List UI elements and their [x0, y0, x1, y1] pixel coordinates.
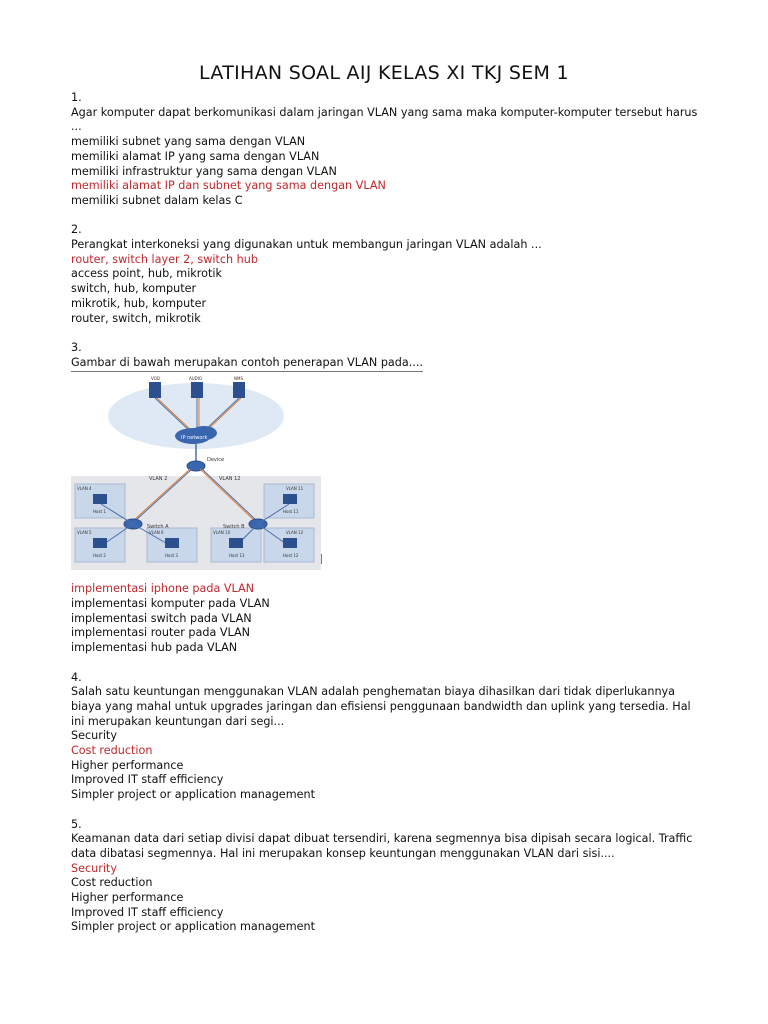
option: Higher performance: [71, 891, 184, 905]
question-text: ini merupakan keuntungan dari segi...: [71, 714, 285, 728]
question-text: Keamanan data dari setiap divisi dapat dibuat tersendiri, karena segmennya bisa dipisah secara logical. Traffic: [71, 832, 693, 846]
question-text: Salah satu keuntungan menggunakan VLAN adalah penghematan biaya dihasilkan dari tidak diperlukannya: [71, 685, 676, 699]
question-4: [71, 671, 711, 803]
vlan-label: VLAN 4: [77, 486, 92, 492]
answer-option: Security: [71, 861, 117, 875]
link-label: VLAN 2: [149, 476, 168, 483]
question-text: Perangkat interkoneksi yang digunakan untuk membangun jaringan VLAN adalah ...: [71, 238, 542, 252]
option: mikrotik, hub, komputer: [71, 296, 207, 310]
host-label: Host 3: [165, 553, 178, 559]
server-label: VOD: [151, 376, 160, 382]
option: Improved IT staff efficiency: [71, 773, 224, 787]
option: memiliki subnet dalam kelas C: [71, 193, 243, 207]
option: Cost reduction: [71, 876, 153, 890]
option: access point, hub, mikrotik: [71, 267, 222, 281]
option: implementasi router pada VLAN: [71, 626, 251, 640]
page-title: LATIHAN SOAL AIJ KELAS XI TKJ SEM 1: [199, 62, 569, 84]
option: switch, hub, komputer: [71, 282, 197, 296]
question-3: [71, 341, 711, 656]
switch-a-label: Switch A: [147, 524, 169, 531]
question-number: 1.: [71, 91, 82, 104]
option: implementasi komputer pada VLAN: [71, 597, 270, 611]
vlan-label: VLAN 12: [286, 530, 304, 536]
device-label: Device: [207, 457, 225, 464]
answer-option: memiliki alamat IP dan subnet yang sama dengan VLAN: [71, 179, 386, 193]
question-text: biaya yang mahal untuk upgrades jaringan dan efisiensi penggunaan bandwidth dan uplink yang tersedia. Hal: [71, 699, 691, 713]
vlan-label: VLAN 11: [286, 486, 304, 492]
server-label: AUDIO: [189, 376, 203, 382]
text-cursor-mark: [321, 554, 322, 564]
option: memiliki alamat IP yang sama dengan VLAN: [71, 149, 320, 163]
answer-option: router, switch layer 2, switch hub: [71, 252, 258, 266]
question-text: data dibatasi segmennya. Hal ini merupakan konsep keuntungan menggunakan VLAN dari sisi....: [71, 846, 615, 860]
host-label: Host 11: [283, 509, 299, 515]
question-number: 4.: [71, 670, 82, 684]
host-label: Host 13: [229, 553, 245, 559]
question-number: 5.: [71, 817, 82, 831]
question-1: [71, 91, 711, 209]
answer-option: implementasi iphone pada VLAN: [71, 582, 255, 596]
question-text: Agar komputer dapat berkomunikasi dalam jaringan VLAN yang sama maka komputer-komputer tersebut harus: [71, 105, 698, 119]
answer-option: Cost reduction: [71, 744, 153, 758]
option: Improved IT staff efficiency: [71, 905, 224, 919]
link-label: VLAN 12: [219, 476, 241, 483]
question-number: 2.: [71, 223, 82, 237]
host-label: Host 12: [283, 553, 299, 559]
option: memiliki subnet yang sama dengan VLAN: [71, 135, 306, 149]
question-5: [71, 818, 711, 936]
quiz-content: [71, 91, 711, 935]
vlan-label: VLAN 10: [213, 530, 231, 536]
switch-b-label: Switch B: [223, 524, 245, 531]
option: memiliki infrastruktur yang sama dengan VLAN: [71, 164, 337, 178]
option: Security: [71, 729, 117, 743]
option: Simpler project or application management: [71, 788, 315, 802]
option: implementasi switch pada VLAN: [71, 611, 252, 625]
host-label: Host 2: [93, 553, 106, 559]
option: router, switch, mikrotik: [71, 311, 201, 325]
option: Simpler project or application management: [71, 920, 315, 934]
host-label: Host 1: [93, 509, 106, 515]
question-text: Gambar di bawah merupakan contoh penerapan VLAN pada....: [71, 356, 423, 373]
question-number: 3.: [71, 340, 82, 354]
question-text: ...: [71, 120, 82, 134]
option: Higher performance: [71, 758, 184, 772]
cloud-label: IP network: [181, 435, 208, 442]
question-2: [71, 223, 711, 326]
option: implementasi hub pada VLAN: [71, 641, 238, 655]
vlan-label: VLAN 5: [77, 530, 92, 536]
vlan-label: VLAN 6: [149, 530, 164, 536]
vlan-network-diagram: [71, 376, 321, 572]
server-label: NMS: [234, 376, 243, 382]
